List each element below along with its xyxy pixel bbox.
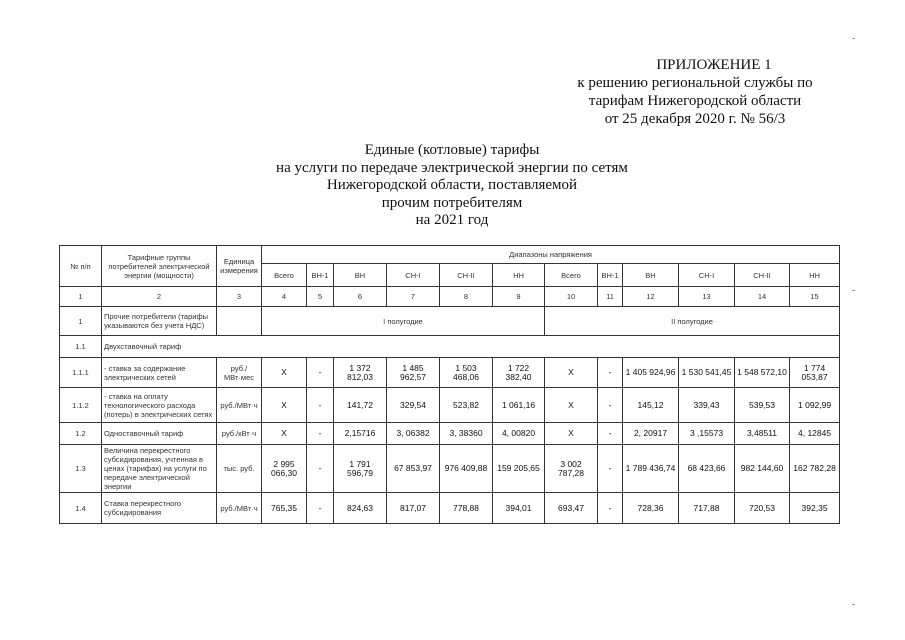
row-value: X xyxy=(262,388,307,423)
title-line-3: Нижегородской области, поставляемой xyxy=(326,177,578,194)
header-num: № п/п xyxy=(60,246,102,287)
row-value: 1 372 812,03 xyxy=(334,358,387,388)
column-index: 2 xyxy=(102,287,217,307)
row-value: - xyxy=(307,445,334,493)
row-value: 67 853,97 xyxy=(387,445,440,493)
row-value: 982 144,60 xyxy=(735,445,790,493)
row-value: 717,88 xyxy=(679,493,735,524)
appendix-heading: ПРИЛОЖЕНИЕ 1 xyxy=(656,57,772,73)
row-value: X xyxy=(545,388,598,423)
column-index: 8 xyxy=(440,287,493,307)
row-num: 1.1.2 xyxy=(60,388,102,423)
row-label: Одноставочный тариф xyxy=(102,423,217,445)
header-level: НН xyxy=(790,264,840,287)
row-value: 523,82 xyxy=(440,388,493,423)
row-label: Ставка перекрестного субсидирования xyxy=(102,493,217,524)
column-index: 3 xyxy=(217,287,262,307)
title-line-1: Единые (котловые) тарифы xyxy=(364,142,540,158)
header-unit: Единица измерения xyxy=(217,246,262,287)
section-row xyxy=(60,336,840,358)
column-index: 13 xyxy=(679,287,735,307)
column-index: 15 xyxy=(790,287,840,307)
row-value: 68 423,66 xyxy=(679,445,735,493)
row-value: 693,47 xyxy=(545,493,598,524)
row-value: 1 405 924,96 xyxy=(623,358,679,388)
row-num: 1.1.1 xyxy=(60,358,102,388)
header-level: СН-II xyxy=(440,264,493,287)
header-level: ВН-1 xyxy=(598,264,623,287)
row-value: 329,54 xyxy=(387,388,440,423)
table-row xyxy=(60,423,840,445)
row-num: 1.4 xyxy=(60,493,102,524)
row-unit: руб./МВт·мес xyxy=(217,358,262,388)
period-label: Прочие потребители (тарифы указываются без учета НДС) xyxy=(102,307,217,336)
period-unit xyxy=(217,307,262,336)
header-level: Всего xyxy=(545,264,598,287)
row-unit: руб./МВт·ч xyxy=(217,388,262,423)
row-value: 339,43 xyxy=(679,388,735,423)
row-value: X xyxy=(545,358,598,388)
row-num: 1.2 xyxy=(60,423,102,445)
header-level: СН-II xyxy=(735,264,790,287)
row-value: 1 503 468,06 xyxy=(440,358,493,388)
column-index: 11 xyxy=(598,287,623,307)
row-label: Величина перекрестного субсидирования, учтенная в ценах (тарифах) на услуги по передаче электрической энергии xyxy=(102,445,217,493)
row-value: 394,01 xyxy=(493,493,545,524)
row-value: 1 774 053,87 xyxy=(790,358,840,388)
period-half-1: I полугодие xyxy=(262,307,545,336)
row-unit: руб./кВт·ч xyxy=(217,423,262,445)
header-group: Тарифные группы потребителей электрической энергии (мощности) xyxy=(102,246,217,287)
row-value: 1 791 596,79 xyxy=(334,445,387,493)
period-row xyxy=(60,307,840,336)
header-level: ВН-1 xyxy=(307,264,334,287)
row-value: 1 789 436,74 xyxy=(623,445,679,493)
row-num: 1.3 xyxy=(60,445,102,493)
column-index: 12 xyxy=(623,287,679,307)
header-level: ВН xyxy=(334,264,387,287)
header-level: СН-I xyxy=(679,264,735,287)
row-value: 3, 06382 xyxy=(387,423,440,445)
period-half-2: II полугодие xyxy=(545,307,840,336)
row-value: 765,35 xyxy=(262,493,307,524)
row-value: 145,12 xyxy=(623,388,679,423)
appendix-line-1: к решению региональной службы по xyxy=(577,75,813,91)
period-num: 1 xyxy=(60,307,102,336)
column-index: 5 xyxy=(307,287,334,307)
row-value: X xyxy=(545,423,598,445)
row-value: - xyxy=(307,493,334,524)
header-level: Всего xyxy=(262,264,307,287)
row-value: 3 ,15573 xyxy=(679,423,735,445)
header-level: НН xyxy=(493,264,545,287)
row-unit: тыс. руб. xyxy=(217,445,262,493)
scan-mark xyxy=(852,604,855,605)
row-value: - xyxy=(598,358,623,388)
document-title xyxy=(252,142,652,230)
table-row xyxy=(60,445,840,493)
row-value: 539,53 xyxy=(735,388,790,423)
scan-mark xyxy=(852,38,855,39)
row-value: 2, 20917 xyxy=(623,423,679,445)
row-label: - ставка на оплату технологического расхода (потерь) в электрических сетях xyxy=(102,388,217,423)
row-value: 3, 38360 xyxy=(440,423,493,445)
row-value: 2,15716 xyxy=(334,423,387,445)
row-value: 2 995 066,30 xyxy=(262,445,307,493)
row-value: 162 782,28 xyxy=(790,445,840,493)
row-value: 4, 00820 xyxy=(493,423,545,445)
appendix-line-3: от 25 декабря 2020 г. № 56/3 xyxy=(604,111,786,127)
row-value: X xyxy=(262,423,307,445)
header-ranges: Диапазоны напряжения xyxy=(262,246,840,264)
row-value: 159 205,65 xyxy=(493,445,545,493)
row-value: X xyxy=(262,358,307,388)
column-index: 14 xyxy=(735,287,790,307)
row-value: 720,53 xyxy=(735,493,790,524)
row-value: - xyxy=(598,493,623,524)
tariff-table xyxy=(59,245,840,524)
row-value: 1 530 541,45 xyxy=(679,358,735,388)
row-value: - xyxy=(598,423,623,445)
row-value: - xyxy=(307,388,334,423)
title-line-2: на услуги по передаче электрической энергии по сетям xyxy=(276,159,628,176)
column-index: 10 xyxy=(545,287,598,307)
row-value: 392,35 xyxy=(790,493,840,524)
table-row xyxy=(60,388,840,423)
row-value: 976 409,88 xyxy=(440,445,493,493)
row-value: - xyxy=(307,423,334,445)
title-line-5: на 2021 год xyxy=(415,212,489,229)
header-level: СН-I xyxy=(387,264,440,287)
column-index: 7 xyxy=(387,287,440,307)
row-value: 1 092,99 xyxy=(790,388,840,423)
column-index: 4 xyxy=(262,287,307,307)
row-value: 4, 12845 xyxy=(790,423,840,445)
row-label: - ставка за содержание электрических сетей xyxy=(102,358,217,388)
row-value: 728,36 xyxy=(623,493,679,524)
row-value: 824,63 xyxy=(334,493,387,524)
scan-mark xyxy=(852,290,855,291)
column-index: 9 xyxy=(493,287,545,307)
index-row xyxy=(60,287,840,307)
column-index: 6 xyxy=(334,287,387,307)
row-unit: руб./МВт·ч xyxy=(217,493,262,524)
appendix-line-2: тарифам Нижегородской области xyxy=(588,93,802,109)
row-value: - xyxy=(598,388,623,423)
row-value: 1 722 382,40 xyxy=(493,358,545,388)
column-index: 1 xyxy=(60,287,102,307)
row-value: 1 485 962,57 xyxy=(387,358,440,388)
row-value: 141,72 xyxy=(334,388,387,423)
appendix-block xyxy=(560,56,830,128)
title-line-4: прочим потребителям xyxy=(381,194,523,211)
row-value: 3 002 787,28 xyxy=(545,445,598,493)
header-level: ВН xyxy=(623,264,679,287)
table-row xyxy=(60,493,840,524)
table-row xyxy=(60,358,840,388)
header-row xyxy=(60,246,840,264)
row-value: - xyxy=(598,445,623,493)
row-value: 3,48511 xyxy=(735,423,790,445)
row-value: 1 061,16 xyxy=(493,388,545,423)
row-value: 1 548 572,10 xyxy=(735,358,790,388)
row-value: 778,88 xyxy=(440,493,493,524)
section-num: 1.1 xyxy=(60,336,102,358)
row-value: 817,07 xyxy=(387,493,440,524)
section-label: Двухставочный тариф xyxy=(102,336,840,358)
row-value: - xyxy=(307,358,334,388)
